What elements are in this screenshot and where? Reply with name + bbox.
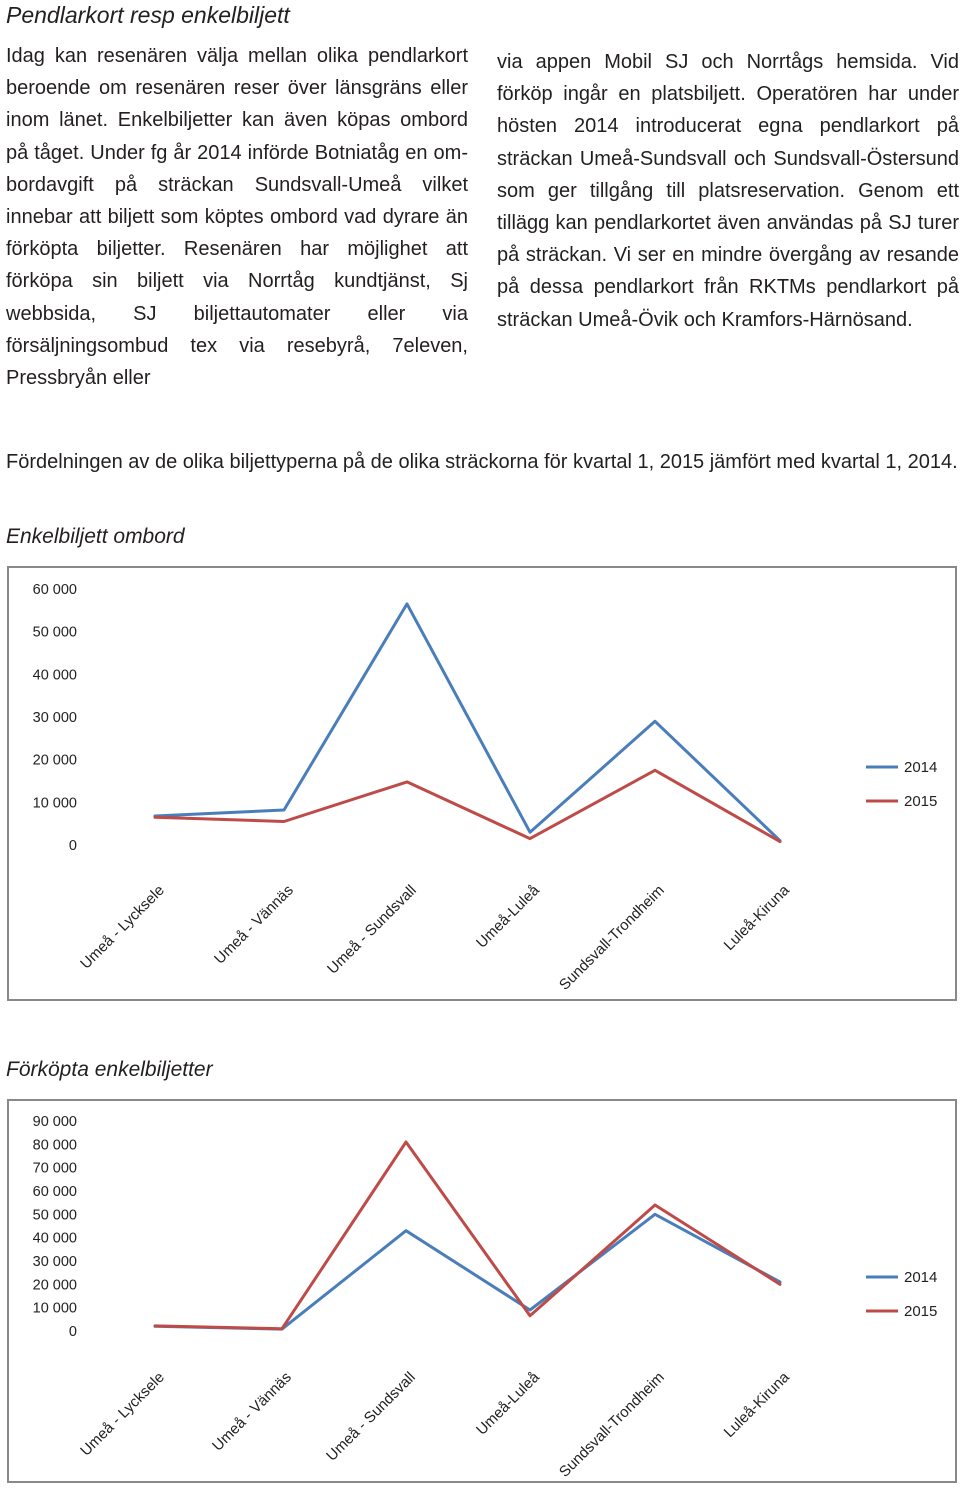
- chart-1-legend-label-2015: 2015: [904, 793, 938, 810]
- chart-2-series-2014-line: [155, 1214, 780, 1329]
- chart-2-ytick-label: 0: [68, 1324, 77, 1340]
- chart-1-xtick-label: Umeå - Lycksele: [77, 881, 168, 973]
- chart-2-frame: [7, 1099, 957, 1483]
- chart-1-xtick-label: Umeå - Vännäs: [211, 881, 297, 968]
- chart-1-xtick-label: Umeå - Sundsvall: [324, 881, 420, 978]
- chart-1-series-2014-line: [155, 604, 780, 841]
- chart-2-ytick-label: 20 000: [32, 1277, 77, 1294]
- chart-1-ytick-label: 60 000: [32, 582, 77, 598]
- chart-2-ytick-label: 30 000: [32, 1254, 77, 1270]
- chart-1-ytick-label: 30 000: [32, 710, 77, 726]
- intro-paragraph: Fördelningen av de olika biljettyperna på de olika sträckorna för kvartal 1, 2015 jämfört med kvartal 1, 2014.: [6, 451, 958, 473]
- chart-2-xtick-label: Luleå-Kiruna: [720, 1368, 793, 1441]
- chart-2-xtick-label: Umeå - Sundsvall: [323, 1368, 419, 1465]
- chart-1-xtick-label: Umeå-Luleå: [473, 881, 543, 952]
- chart-2-ytick-label: 70 000: [32, 1160, 77, 1177]
- body-text-right-column: via appen Mobil SJ och Norrtågs hemsida. Vid förköp ingår en platsbiljett. Operatören har under hösten 2014 introducerat egna pendlarkort på sträckan Umeå-Sundsvall och Sundsvall-Östersund som ger tillgång till platsreservation. Genom ett tillägg kan pendlarkortet även användas på SJ turer på sträckan. Vi ser en mindre övergång av resande på dessa pendlarkort från RKTMs pendlarkort på sträckan Umeå-Övik och Kramfors-Härnösand.: [497, 51, 959, 331]
- chart-2-ytick-label: 40 000: [32, 1230, 77, 1247]
- chart-2-xtick-label: Sundsvall-Trondheim: [555, 1368, 668, 1481]
- chart-2-legend-label-2015: 2015: [904, 1303, 938, 1320]
- chart-1-frame: [7, 566, 957, 1001]
- chart-2-series-2015-line: [155, 1142, 780, 1329]
- chart-1-ytick-label: 50 000: [32, 624, 77, 641]
- chart-1-legend-label-2014: 2014: [904, 759, 938, 776]
- chart-1-ytick-label: 0: [68, 838, 77, 854]
- chart-2-ytick-label: 10 000: [32, 1300, 77, 1317]
- chart-2-heading: Förköpta enkelbiljetter: [6, 1058, 213, 1081]
- chart-1-ytick-label: 10 000: [32, 795, 77, 812]
- chart-2-ytick-label: 60 000: [32, 1184, 77, 1200]
- chart-2-xtick-label: Umeå-Luleå: [473, 1368, 543, 1439]
- chart-2-ytick-label: 50 000: [32, 1207, 77, 1224]
- body-text-left-column: Idag kan resenären välja mellan olika pendlarkort beroende om resenären reser över länsgräns eller inom länet. Enkelbiljetter kan även köpas ombord på tåget. Under fg år 2014 införde Botniatåg en ombordavgift på sträckan Sundsvall-Umeå vilket innebar att biljett som köptes ombord vad dyrare än förköpta biljetter. Resenären har möjlighet att förköpa sin biljett via Norrtåg kundtjänst, Sj webbsida, SJ biljettautomater eller via försäljningsombud tex via resebyrå, 7eleven, Pressbryån eller: [6, 45, 468, 390]
- chart-2-xtick-label: Umeå - Vännäs: [209, 1368, 295, 1455]
- section-heading: Pendlarkort resp enkelbiljett: [6, 2, 290, 28]
- chart-2-svg: [9, 1101, 955, 1481]
- chart-2-ytick-label: 80 000: [32, 1137, 77, 1154]
- chart-1-heading: Enkelbiljett ombord: [6, 525, 185, 548]
- chart-2-xtick-label: Umeå - Lycksele: [77, 1368, 168, 1460]
- chart-1-ytick-label: 20 000: [32, 752, 77, 769]
- chart-2-ytick-label: 90 000: [32, 1114, 77, 1130]
- chart-1-svg: [9, 568, 955, 999]
- chart-1-xtick-label: Luleå-Kiruna: [720, 881, 793, 954]
- chart-2-legend-label-2014: 2014: [904, 1269, 938, 1286]
- chart-1-series-2015-line: [155, 770, 780, 841]
- chart-1-ytick-label: 40 000: [32, 667, 77, 684]
- chart-1-xtick-label: Sundsvall-Trondheim: [555, 881, 668, 994]
